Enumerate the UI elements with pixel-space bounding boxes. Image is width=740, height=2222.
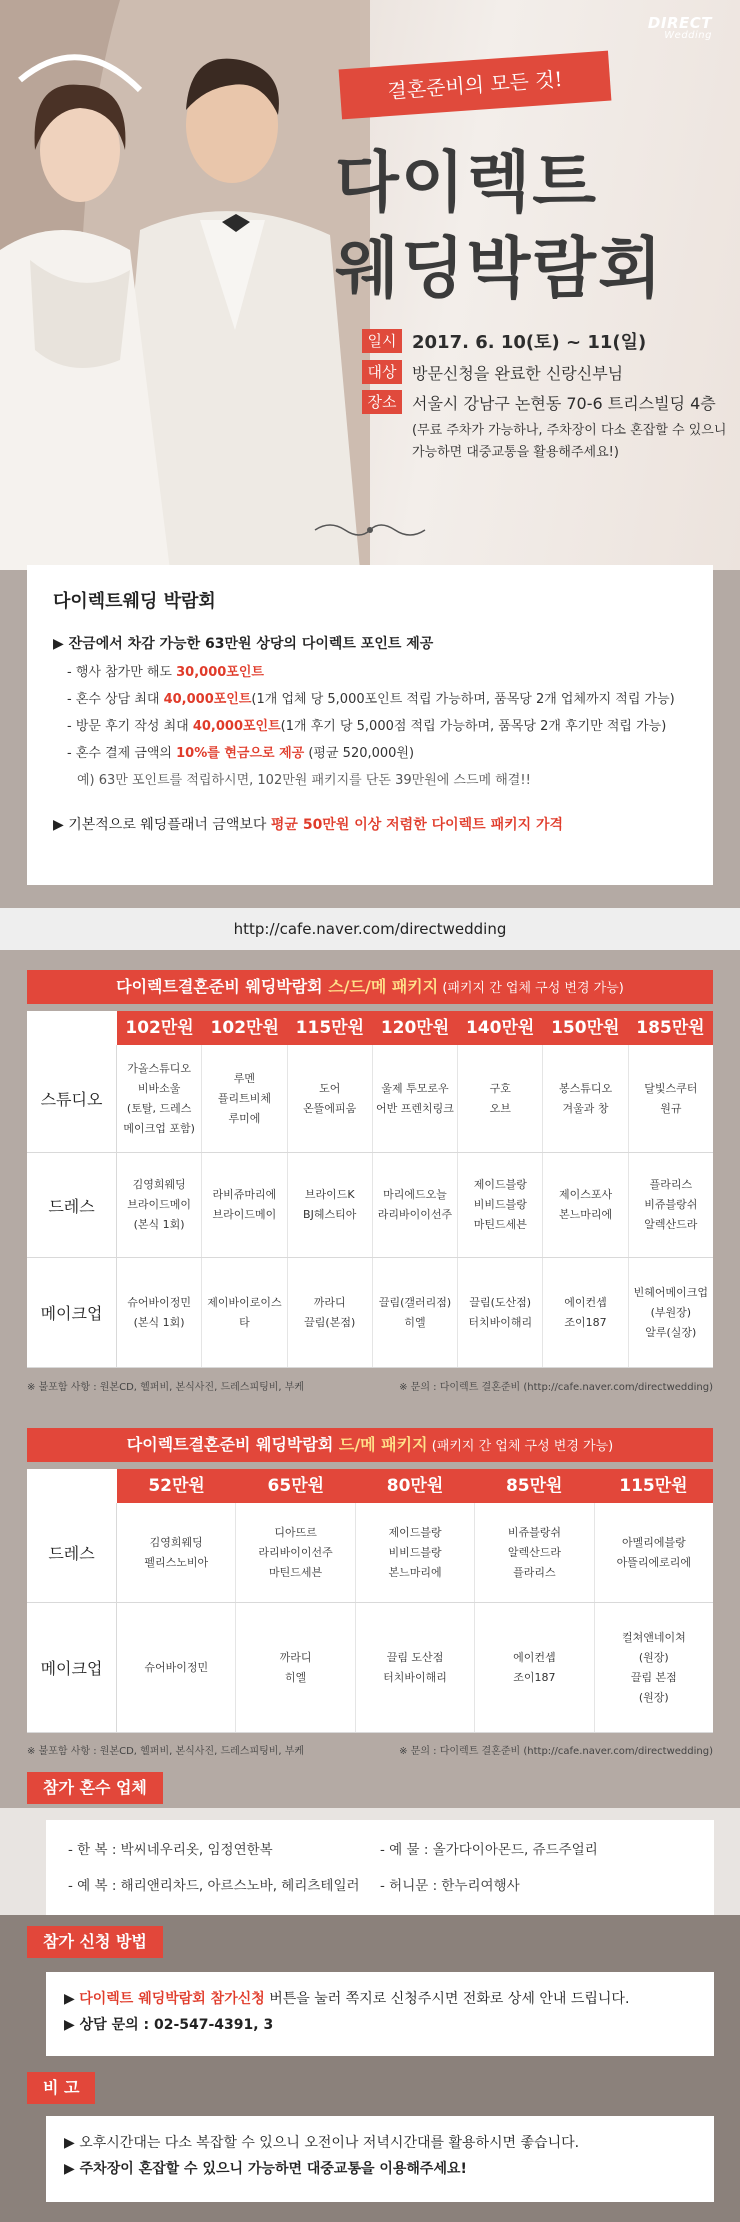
package-price: 85만원 — [505, 1476, 563, 1496]
table-row — [27, 1503, 713, 1603]
vendor-cell: 빈헤어메이크업 (부원장) 알루(실장) — [633, 1285, 709, 1339]
price-row — [27, 1011, 713, 1045]
vendor-cell: 김영희웨딩 브라이드메이 (본식 1회) — [117, 1153, 202, 1257]
apply-instruction: ▶ 다이렉트 웨딩박람회 참가신청 버튼을 눌러 쪽지로 신청주시면 전화로 상세 안내 드립니다. — [64, 1991, 630, 2007]
package-price: 115만원 — [619, 1476, 688, 1496]
benefits-box — [27, 565, 713, 885]
package-price: 150만원 — [551, 1018, 620, 1038]
ornament-divider — [310, 520, 430, 540]
info-row-place: 장소 서울시 강남구 논현동 70-6 트리스빌딩 4층 — [362, 390, 740, 414]
benefit-line: - 행사 참가만 해도 30,000포인트 — [67, 665, 264, 680]
sdm-package-table — [27, 1011, 713, 1368]
package-price: 115만원 — [295, 1018, 365, 1038]
headline-badge: 결혼준비의 모든 것! — [339, 51, 612, 120]
remark-line: ▶ 오후시간대는 다소 복잡할 수 있으니 오전이나 저녁시간대를 활용하시면 좋습니다. — [64, 2135, 580, 2151]
vendor-cell: 플라리스 비쥬블랑쉬 알렉산드라 — [644, 1178, 698, 1231]
benefit-line: - 방문 후기 작성 최대 40,000포인트(1개 후기 당 5,000점 적립 가능하며, 품목당 2개 후기만 적립 가능) — [67, 719, 667, 734]
table-row — [27, 1045, 713, 1153]
participant-jewelry: - 예 물 : 올가다이아몬드, 쥬드주얼리 — [380, 1842, 598, 1858]
vendor-cell: 까라디 끌림(본점) — [288, 1258, 373, 1367]
dm-table-footnote: ※ 불포함 사항 : 원본CD, 헬퍼비, 본식사진, 드레스피팅비, 부케 ※ 문의 : 다이렉트 결혼준비 (http://cafe.naver.com/directwedding) — [27, 1746, 713, 1757]
couple-illustration — [0, 0, 370, 570]
remarks-box — [46, 2116, 714, 2202]
package-price: 185만원 — [636, 1018, 705, 1038]
vendor-cell: 에이컨셉 조이187 — [475, 1603, 594, 1732]
dm-package-table — [27, 1469, 713, 1733]
remarks-header: 비 고 — [27, 2072, 95, 2104]
vendor-cell: 제이드블랑 비비드블랑 마틴드세븐 — [458, 1153, 543, 1257]
row-category: 드레스 — [27, 1503, 117, 1602]
vendor-cell: 루멘 플리트비체 루미에 — [202, 1045, 287, 1152]
cafe-url-link[interactable]: http://cafe.naver.com/directwedding — [0, 908, 740, 950]
vendor-cell: 까라디 히엘 — [236, 1603, 355, 1732]
vendor-cell: 디아뜨르 라리바이이선주 마틴드세븐 — [236, 1503, 355, 1602]
package-price: 65만원 — [267, 1476, 325, 1496]
vendor-cell: 제이드블랑 비비드블랑 본느마리에 — [356, 1503, 475, 1602]
benefit-price-line: ▶ 기본적으로 웨딩플래너 금액보다 평균 50만원 이상 저렴한 다이렉트 패키지 가격 — [53, 817, 564, 833]
vendor-cell: 슈어바이정민 (본식 1회) — [117, 1258, 202, 1367]
package-price: 102만원 — [125, 1018, 194, 1038]
vendor-cell: 슈어바이정민 — [117, 1603, 236, 1732]
vendor-cell: 끌림(갤러리점) 히엘 — [373, 1258, 458, 1367]
parking-note: (무료 주차가 가능하나, 주차장이 다소 혼잡할 수 있으니 가능하면 대중교통을 활용해주세요!) — [412, 423, 727, 460]
apply-header: 참가 신청 방법 — [27, 1926, 163, 1958]
vendor-cell: 끌림(도산점) 터치바이해리 — [458, 1258, 543, 1367]
benefits-heading: 다이렉트웨딩 박람회 — [53, 591, 216, 612]
package-price: 102만원 — [210, 1018, 279, 1038]
row-category: 드레스 — [27, 1153, 117, 1257]
vendor-cell: 구호 오브 — [458, 1045, 543, 1152]
info-row-date: 일시 2017. 6. 10(토) ~ 11(일) — [362, 328, 740, 354]
vendor-cell: 아멜리에블랑 아뜰리에로리에 — [616, 1535, 692, 1569]
vendor-cell: 끌림 도산점 터치바이해리 — [356, 1603, 475, 1732]
vendor-cell: 도어 온뜰에피움 — [288, 1045, 373, 1152]
vendor-cell: 제이스포사 본느마리에 — [543, 1153, 628, 1257]
participants-header: 참가 혼수 업체 — [27, 1772, 163, 1804]
table-row — [27, 1603, 713, 1733]
vendor-cell: 울제 투모로우 어반 프렌치링크 — [373, 1045, 458, 1152]
event-info — [362, 328, 740, 464]
vendor-cell: 컬쳐앤네이쳐 (원장) 끌림 본점 (원장) — [621, 1630, 686, 1704]
vendor-cell: 가올스튜디오 비바소울 (토탈, 드레스 메이크업 포함) — [117, 1045, 202, 1152]
price-row — [27, 1469, 713, 1503]
benefit-example: 예) 63만 포인트를 적립하시면, 102만원 패키지를 단돈 39만원에 스드메 해결!! — [77, 773, 531, 788]
benefit-line: - 혼수 상담 최대 40,000포인트(1개 업체 당 5,000포인트 적립 가능하며, 품목당 2개 업체까지 적립 가능) — [67, 692, 675, 707]
vendor-cell: 비쥬블랑쉬 알렉산드라 플라리스 — [475, 1503, 594, 1602]
vendor-cell: 에이컨셉 조이187 — [543, 1258, 628, 1367]
package-price: 120만원 — [380, 1018, 450, 1038]
remark-line: ▶ 주차장이 혼잡할 수 있으니 가능하면 대중교통을 이용해주세요! — [64, 2161, 467, 2177]
package-price: 52만원 — [148, 1476, 205, 1496]
event-title: 다이렉트 웨딩박람회 — [335, 144, 664, 307]
direct-wedding-logo: DIRECT Wedding — [647, 14, 712, 41]
row-category: 스튜디오 — [27, 1045, 117, 1152]
table-row — [27, 1258, 713, 1368]
vendor-cell: 김영희웨딩 펠리스노비아 — [117, 1503, 236, 1602]
info-row-target: 대상 방문신청을 완료한 신랑신부님 — [362, 360, 740, 384]
row-category: 메이크업 — [27, 1603, 117, 1732]
participant-suit: - 예 복 : 해리앤리차드, 아르스노바, 헤리츠테일러 — [68, 1878, 360, 1894]
participant-honeymoon: - 허니문 : 한누리여행사 — [380, 1878, 520, 1894]
package-price: 80만원 — [386, 1476, 444, 1496]
dm-package-header: 다이렉트결혼준비 웨딩박람회 드/메 패키지 (패키지 간 업체 구성 변경 가능) — [27, 1428, 713, 1462]
vendor-cell: 제이바이로이스타 — [202, 1258, 287, 1367]
benefit-line: - 혼수 결제 금액의 10%를 현금으로 제공 (평균 520,000원) — [67, 746, 415, 761]
row-category: 메이크업 — [27, 1258, 117, 1367]
vendor-cell: 달빛스쿠터 원규 — [644, 1081, 698, 1115]
apply-box — [46, 1972, 714, 2056]
participant-hanbok: - 한 복 : 박씨네우리옷, 임정연한복 — [68, 1842, 273, 1858]
apply-phone: ▶ 상담 문의 : 02-547-4391, 3 — [64, 2017, 274, 2033]
vendor-cell: 라비쥬마리에 브라이드메이 — [202, 1153, 287, 1257]
sdm-package-header: 다이렉트결혼준비 웨딩박람회 스/드/메 패키지 (패키지 간 업체 구성 변경 가능) — [27, 970, 713, 1004]
vendor-cell: 마리에드오늘 라리바이이선주 — [373, 1153, 458, 1257]
hero-banner — [0, 0, 740, 570]
table-row — [27, 1153, 713, 1258]
vendor-cell: 봉스튜디오 겨울과 창 — [543, 1045, 628, 1152]
sdm-table-footnote: ※ 불포함 사항 : 원본CD, 헬퍼비, 본식사진, 드레스피팅비, 부케 ※ 문의 : 다이렉트 결혼준비 (http://cafe.naver.com/directwedding) — [27, 1382, 713, 1393]
package-price: 140만원 — [465, 1018, 535, 1038]
benefit-point-title: ▶ 잔금에서 차감 가능한 63만원 상당의 다이렉트 포인트 제공 — [53, 636, 434, 652]
vendor-cell: 브라이드K BJ헤스티아 — [288, 1153, 373, 1257]
